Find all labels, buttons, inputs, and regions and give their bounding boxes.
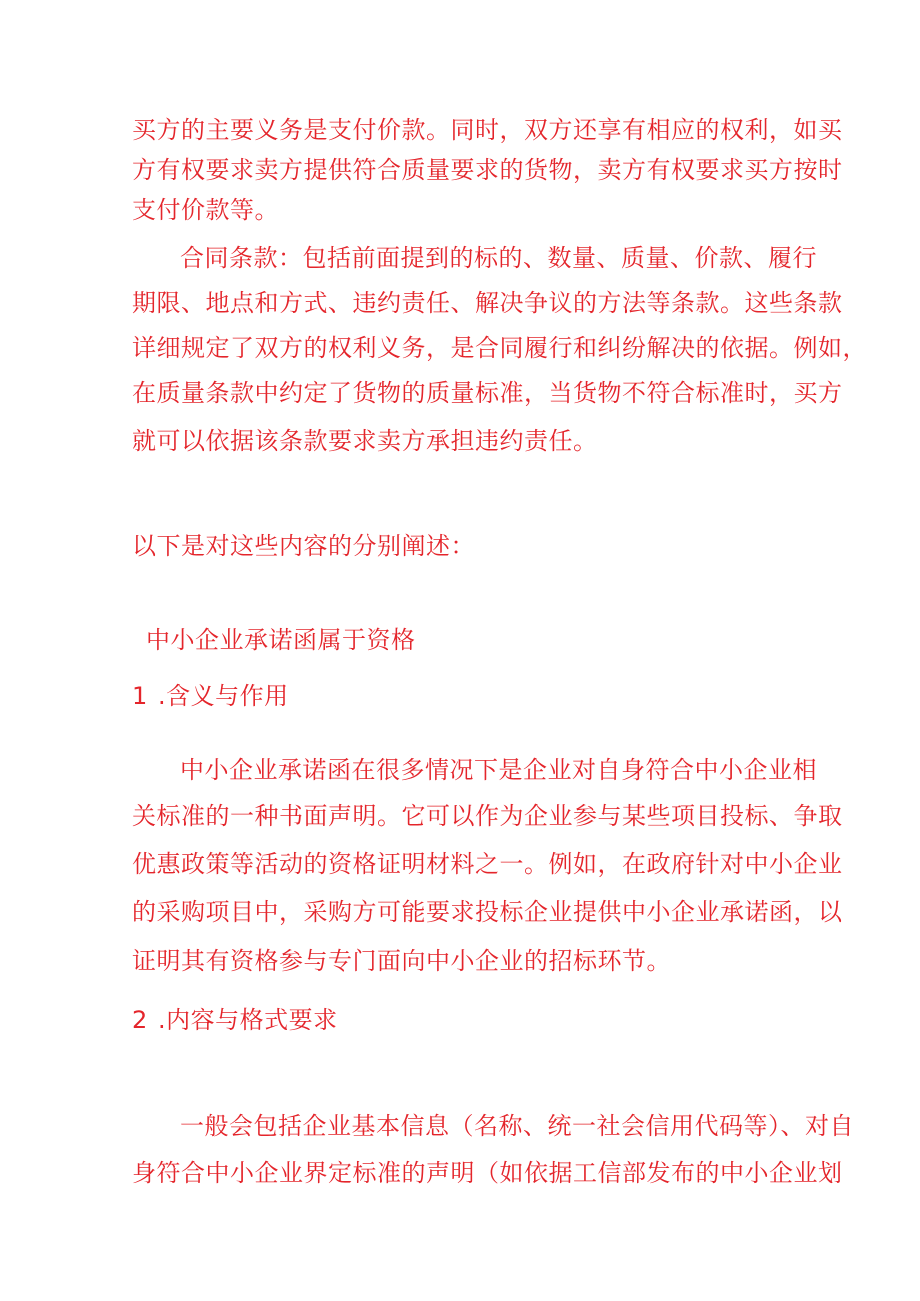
section-2-title [132, 1000, 338, 1040]
section-title-text: .含义与作用 [158, 682, 289, 710]
section-title-text: .内容与格式要求 [158, 1006, 338, 1034]
paragraph-line: 详细规定了双方的权利义务，是合同履行和纠纷解决的依据。例如， [132, 334, 867, 362]
paragraph-line: 优惠政策等活动的资格证明材料之一。例如，在政府针对中小企业 [132, 850, 843, 878]
paragraph-line: 证明其有资格参与专门面向中小企业的招标环节。 [132, 947, 671, 975]
section-1-title [132, 676, 289, 716]
paragraph-line: 关标准的一种书面声明。它可以作为企业参与某些项目投标、争取 [132, 802, 843, 830]
paragraph-line: 中小企业承诺函在很多情况下是企业对自身符合中小企业相 [180, 756, 817, 784]
paragraph-line: 合同条款：包括前面提到的标的、数量、质量、价款、履行 [180, 244, 817, 272]
paragraph-line: 身符合中小企业界定标准的声明（如依据工信部发布的中小企业划 [132, 1159, 843, 1187]
paragraph-line: 的采购项目中，采购方可能要求投标企业提供中小企业承诺函，以 [132, 898, 843, 926]
paragraph-line: 支付价款等。 [132, 196, 279, 224]
section-number: 1 [132, 682, 148, 710]
paragraph-line: 买方的主要义务是支付价款。同时，双方还享有相应的权利，如买 [132, 116, 843, 144]
intro-line: 以下是对这些内容的分别阐述： [132, 532, 475, 560]
paragraph-line: 在质量条款中约定了货物的质量标准，当货物不符合标准时，买方 [132, 379, 843, 407]
paragraph-line: 方有权要求卖方提供符合质量要求的货物，卖方有权要求买方按时 [132, 156, 843, 184]
paragraph-line: 一般会包括企业基本信息（名称、统一社会信用代码等）、对自 [180, 1112, 854, 1140]
paragraph-line: 就可以依据该条款要求卖方承担违约责任。 [132, 427, 598, 455]
section-heading: 中小企业承诺函属于资格 [146, 626, 416, 654]
paragraph-line: 期限、地点和方式、违约责任、解决争议的方法等条款。这些条款 [132, 289, 843, 317]
section-number: 2 [132, 1006, 148, 1034]
